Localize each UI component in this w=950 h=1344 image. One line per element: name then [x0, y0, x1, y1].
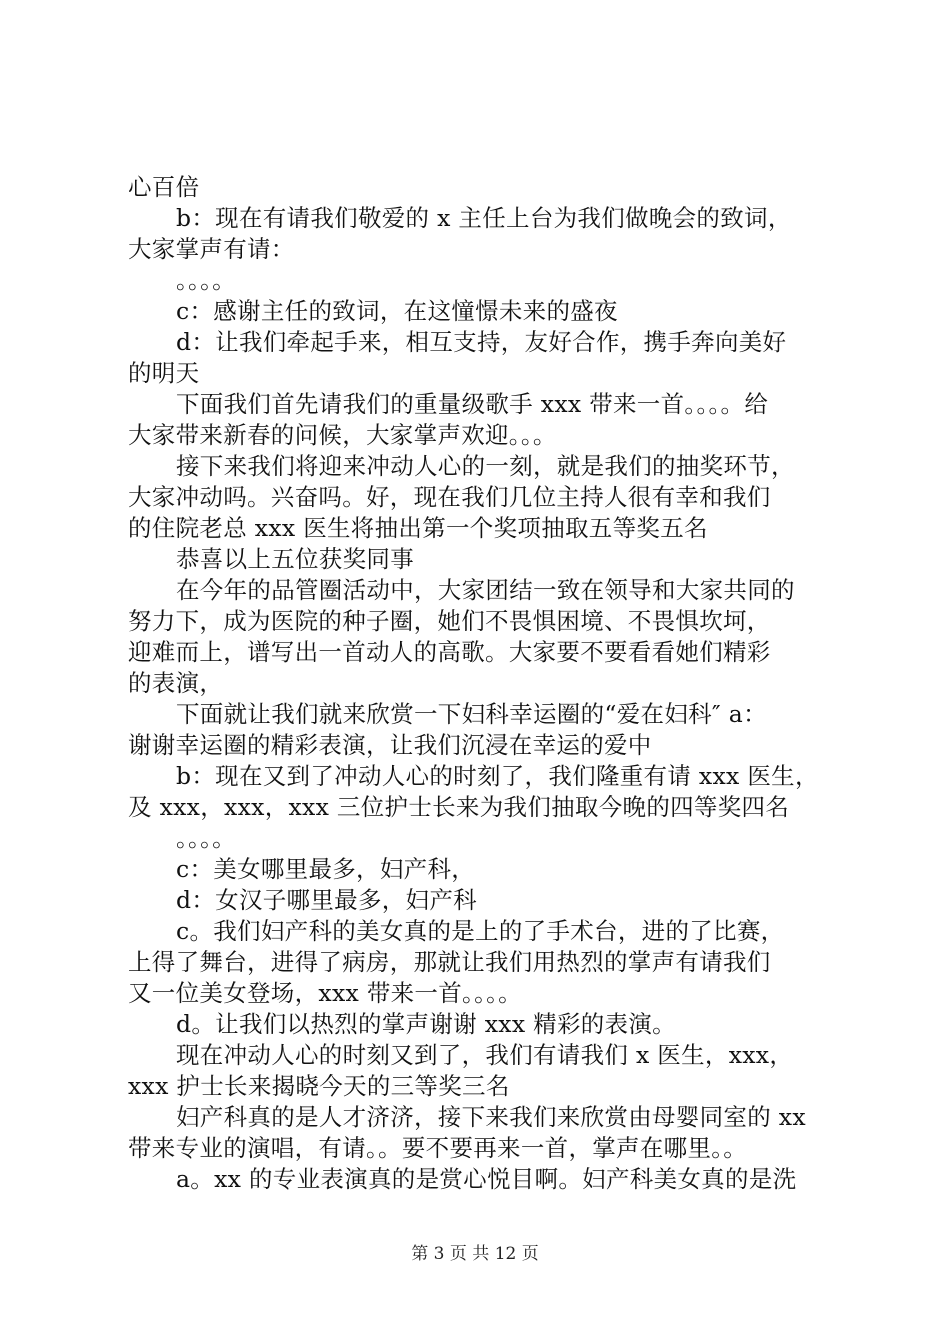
text-line: 努力下，成为医院的种子圈，她们不畏惧困境、不畏惧坎坷， — [128, 607, 771, 635]
page-footer: 第 3 页 共 12 页 — [411, 1244, 539, 1264]
text-line: 接下来我们将迎来冲动人心的一刻，就是我们的抽奖环节， — [176, 452, 795, 480]
text-line: 上得了舞台，进得了病房，那就让我们用热烈的掌声有请我们 — [128, 948, 771, 976]
text-line: 带来专业的演唱，有请。。要不要再来一首，掌声在哪里。。 — [128, 1134, 748, 1162]
text-line: b：现在又到了冲动人心的时刻了，我们隆重有请 xxx 医生， — [176, 762, 819, 790]
text-line: 妇产科真的是人才济济，接下来我们来欣赏由母婴同室的 xx — [176, 1103, 806, 1131]
text-line: 大家掌声有请： — [128, 235, 295, 263]
text-line: 的表演， — [128, 669, 224, 697]
text-line: c：感谢主任的致词，在这憧憬未来的盛夜 — [176, 297, 618, 325]
text-line: 下面我们首先请我们的重量级歌手 xxx 带来一首。。。。给 — [176, 390, 769, 418]
text-line: 谢谢幸运圈的精彩表演，让我们沉浸在幸运的爱中 — [128, 731, 652, 759]
text-line: 恭喜以上五位获奖同事 — [176, 545, 414, 573]
text-line: c：美女哪里最多，妇产科， — [176, 855, 476, 883]
text-line: 又一位美女登场，xxx 带来一首。。。。 — [128, 979, 522, 1007]
text-line: 的住院老总 xxx 医生将抽出第一个奖项抽取五等奖五名 — [128, 514, 708, 542]
text-line: 现在冲动人心的时刻又到了，我们有请我们 x 医生，xxx， — [176, 1041, 794, 1069]
text-line: 。。。。 — [176, 824, 236, 852]
text-line: d：让我们牵起手来，相互支持，友好合作，携手奔向美好 — [176, 328, 787, 356]
text-line: 。。。。 — [176, 266, 236, 294]
text-line: d：女汉子哪里最多，妇产科 — [176, 886, 477, 914]
text-line: d。让我们以热烈的掌声谢谢 xxx 精彩的表演。 — [176, 1010, 676, 1038]
text-line: a。xx 的专业表演真的是赏心悦目啊。妇产科美女真的是洗 — [176, 1165, 797, 1193]
text-line: 及 xxx，xxx，xxx 三位护士长来为我们抽取今晚的四等奖四名 — [128, 793, 790, 821]
text-line: 心百倍 — [128, 173, 200, 201]
text-line: b：现在有请我们敬爱的 x 主任上台为我们做晚会的致词， — [176, 204, 792, 232]
text-line: 大家冲动吗。兴奋吗。好，现在我们几位主持人很有幸和我们 — [128, 483, 771, 511]
text-line: 大家带来新春的问候，大家掌声欢迎。。。 — [128, 421, 557, 449]
text-line: c。我们妇产科的美女真的是上的了手术台，进的了比赛， — [176, 917, 785, 945]
text-line: 迎难而上，谱写出一首动人的高歌。大家要不要看看她们精彩 — [128, 638, 771, 666]
document-body — [128, 172, 838, 1195]
text-line: xxx 护士长来揭晓今天的三等奖三名 — [128, 1072, 510, 1100]
text-line: 下面就让我们就来欣赏一下妇科幸运圈的“爱在妇科″ a： — [176, 700, 767, 728]
text-line: 的明天 — [128, 359, 200, 387]
text-line: 在今年的品管圈活动中，大家团结一致在领导和大家共同的 — [176, 576, 795, 604]
